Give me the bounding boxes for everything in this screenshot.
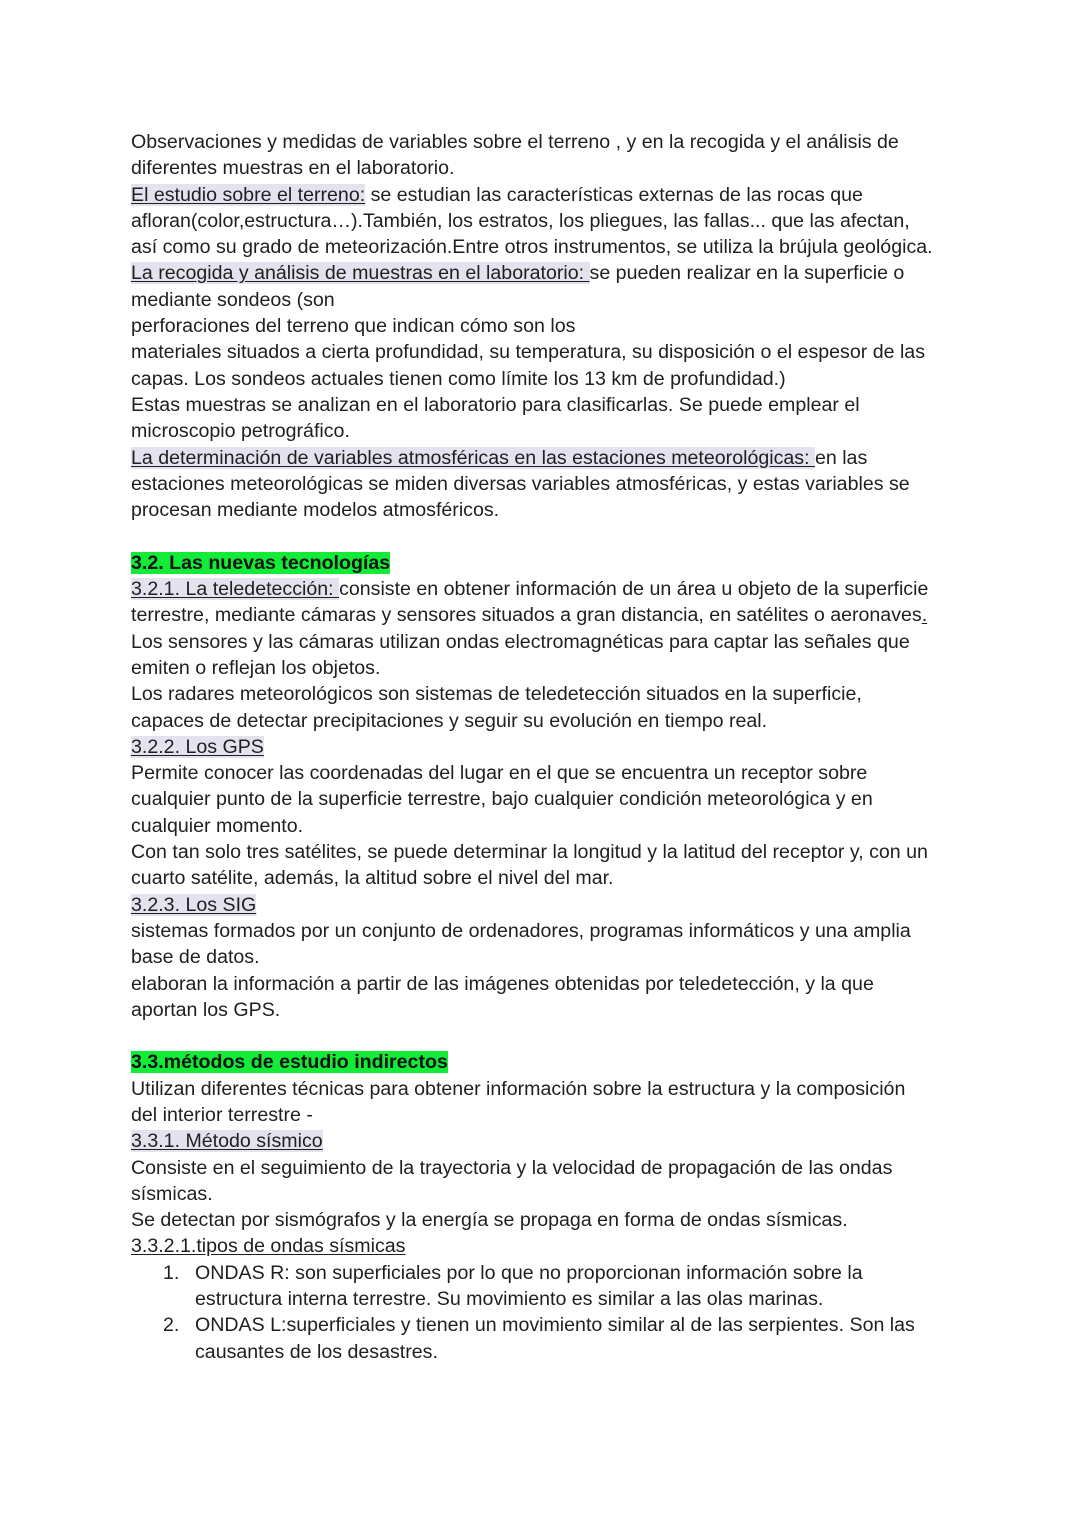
sismico-heading: 3.3.1. Método sísmico — [131, 1130, 323, 1153]
muestras-line: perforaciones del terreno que indican cómo son los — [131, 315, 576, 338]
atmos-line: procesan mediante modelos atmosféricos. — [131, 499, 500, 522]
teledeteccion-text: terrestre, mediante cámaras y sensores situados a gran distancia, en satélites o aeronaves — [131, 604, 922, 627]
sismico-line: sísmicas. — [131, 1182, 213, 1205]
intro-line: diferentes muestras en el laboratorio. — [131, 157, 455, 180]
gps-heading-line — [131, 734, 961, 760]
intro-line: Observaciones y medidas de variables sobre el terreno , y en la recogida y el análisis de — [131, 131, 899, 153]
muestras-line: Estas muestras se analizan en el laboratorio para clasificarlas. Se puede emplear el — [131, 393, 860, 416]
teledeteccion-dot: . — [921, 604, 928, 627]
sismico-line: Se detectan por sismógrafos y la energía se propaga en forma de ondas sísmicas. — [131, 1209, 848, 1232]
gps-line: cualquier punto de la superficie terrestre, bajo cualquier condición meteorológica y en — [131, 788, 873, 811]
tipos-heading: 3.3.2.1.tipos de ondas sísmicas — [131, 1235, 406, 1258]
list-text: ONDAS L:superficiales y tienen un movimiento similar al de las serpientes. Son las — [195, 1314, 915, 1337]
document-page — [131, 129, 961, 1365]
section-3-3-title: 3.3.métodos de estudio indirectos — [131, 1051, 448, 1074]
atmos-text: en las — [814, 446, 868, 469]
terreno-line: afloran(color,estructura…).También, los estratos, los pliegues, las fallas... que las afectan, — [131, 209, 910, 232]
tipos-heading-line — [131, 1233, 961, 1259]
teledeteccion-line: capaces de detectar precipitaciones y seguir su evolución en tiempo real. — [131, 709, 768, 732]
atmos-line: estaciones meteorológicas se miden diversas variables atmosféricas, y estas variables se — [131, 472, 910, 495]
terreno-line — [131, 182, 961, 208]
teledeteccion-text: consiste en obtener información de un área u objeto de la superficie — [339, 578, 929, 601]
teledeteccion-line: Los radares meteorológicos son sistemas de teledetección situados en la superficie, — [131, 683, 862, 706]
sismico-line: Consiste en el seguimiento de la trayectoria y la velocidad de propagación de las ondas — [131, 1156, 893, 1179]
section-3-2-line — [131, 550, 961, 576]
spacer — [131, 523, 961, 549]
terreno-heading: El estudio sobre el terreno: — [131, 183, 366, 206]
atmos-line — [131, 445, 961, 471]
gps-heading: 3.2.2. Los GPS — [131, 735, 264, 758]
section-3-3-line — [131, 1049, 961, 1075]
teledeteccion-heading: 3.2.1. La teledetección: — [131, 578, 340, 601]
gps-line: cualquier momento. — [131, 814, 304, 837]
list-number: 2. — [163, 1314, 180, 1337]
muestras-line: mediante sondeos (son — [131, 288, 335, 311]
muestras-text: se pueden realizar en la superficie o — [589, 262, 905, 285]
gps-line: Con tan solo tres satélites, se puede determinar la longitud y la latitud del receptor y, con un — [131, 841, 928, 864]
list-item-continuation — [131, 1339, 961, 1365]
list-item — [131, 1260, 961, 1286]
muestras-line: capas. Los sondeos actuales tienen como límite los 13 km de profundidad.) — [131, 367, 786, 390]
gps-line: Permite conocer las coordenadas del lugar en el que se encuentra un receptor sobre — [131, 762, 868, 785]
list-number: 1. — [163, 1261, 180, 1284]
list-item — [131, 1312, 961, 1338]
teledeteccion-line — [131, 576, 961, 602]
indirectos-line: Utilizan diferentes técnicas para obtener información sobre la estructura y la composición — [131, 1077, 906, 1100]
terreno-line: así como su grado de meteorización.Entre otros instrumentos, se utiliza la brújula geológica. — [131, 236, 933, 259]
muestras-line: materiales situados a cierta profundidad, su temperatura, su disposición o el espesor de las — [131, 341, 925, 364]
gps-line: cuarto satélite, además, la altitud sobre el nivel del mar. — [131, 867, 614, 890]
teledeteccion-line: emiten o reflejan los objetos. — [131, 656, 381, 679]
muestras-line — [131, 260, 961, 286]
list-text: ONDAS R: son superficiales por lo que no proporcionan información sobre la — [195, 1261, 863, 1284]
terreno-text: se estudian las características externas de las rocas que — [365, 183, 863, 206]
section-3-2-title: 3.2. Las nuevas tecnologías — [131, 551, 391, 574]
sig-line: base de datos. — [131, 946, 260, 969]
list-item-continuation — [131, 1286, 961, 1312]
indirectos-line: del interior terrestre - — [131, 1103, 313, 1126]
sig-line: sistemas formados por un conjunto de ordenadores, programas informáticos y una amplia — [131, 919, 911, 942]
list-text: estructura interna terrestre. Su movimiento es similar a las olas marinas. — [195, 1288, 824, 1311]
muestras-line: microscopio petrográfico. — [131, 420, 350, 443]
teledeteccion-line — [131, 602, 961, 628]
sig-heading-line — [131, 892, 961, 918]
list-text: causantes de los desastres. — [195, 1340, 438, 1363]
sig-line: elaboran la información a partir de las imágenes obtenidas por teledetección, y la que — [131, 972, 874, 995]
teledeteccion-line: Los sensores y las cámaras utilizan ondas electromagnéticas para captar las señales que — [131, 630, 910, 653]
sig-heading: 3.2.3. Los SIG — [131, 893, 257, 916]
sig-line: aportan los GPS. — [131, 998, 281, 1021]
spacer — [131, 1023, 961, 1049]
atmos-heading: La determinación de variables atmosféricas en las estaciones meteorológicas: — [131, 446, 815, 469]
ondas-list — [131, 1260, 961, 1365]
sismico-heading-line — [131, 1128, 961, 1154]
muestras-heading: La recogida y análisis de muestras en el laboratorio: — [131, 262, 590, 285]
